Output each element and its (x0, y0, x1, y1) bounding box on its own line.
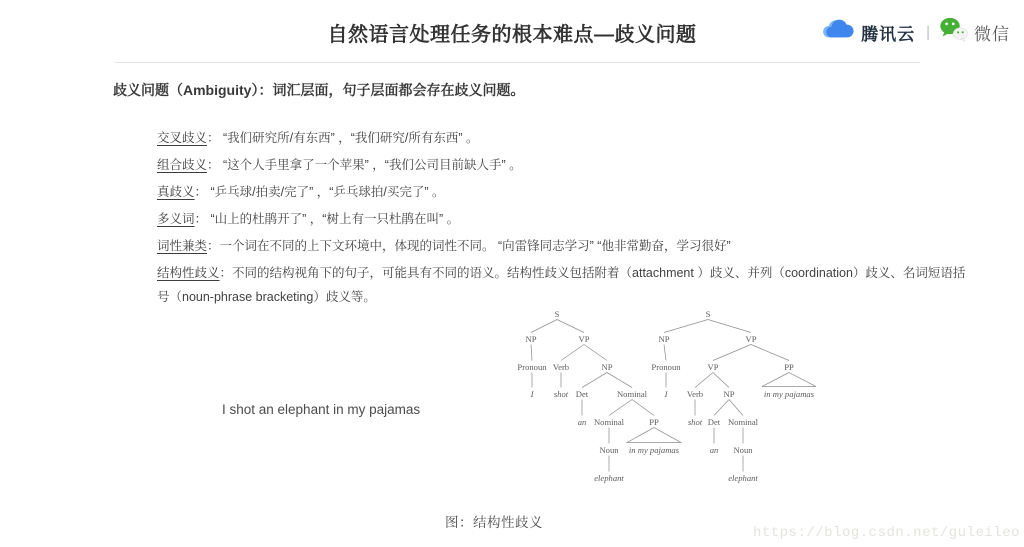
tree-node-label: S (554, 309, 560, 319)
section-heading (113, 80, 524, 100)
list-item (157, 126, 975, 150)
tree-node-label: S (705, 309, 711, 319)
watermark-url: https://blog.csdn.net/guleileo (752, 525, 1020, 541)
section-heading-term: 歧义问题（Ambiguity） (113, 82, 259, 98)
wechat-icon (939, 16, 969, 48)
tree-node-label: elephant (594, 473, 624, 483)
tree-node-label: an (577, 417, 587, 427)
figure-caption: 图：结构性歧义 (445, 515, 543, 530)
tree-node-label: elephant (728, 473, 758, 483)
ambiguity-text: ： “山上的杜鹃开了” ，“树上有一只杜鹃在叫” 。 (194, 212, 460, 226)
tree-node-label: NP (723, 389, 735, 399)
tree-node-label: Pronoun (517, 362, 547, 372)
tree-node-label: Det (707, 417, 721, 427)
tree-node-label: shot (687, 417, 703, 427)
tree-node-label: NP (525, 334, 537, 344)
tree-node-label: I (530, 389, 534, 399)
tree-node-label: Nominal (727, 417, 759, 427)
list-item (157, 153, 975, 177)
ambiguity-text: ：一个词在不同的上下文环境中，体现的词性不同。 “向雷锋同志学习” “他非常勤奋，学习很好” (207, 239, 731, 253)
tree-node-label: NP (658, 334, 670, 344)
ambiguity-term: 多义词 (157, 212, 195, 226)
tree-node-label: Det (575, 389, 589, 399)
tree-node-label: Nominal (616, 389, 648, 399)
ambiguity-term: 词性兼类 (157, 239, 208, 253)
tree-node-label: shot (553, 389, 569, 399)
ambiguity-text: ：不同的结构视角下的句子，可能具有不同的语义。结构性歧义包括附着（attachment ）歧义、并列（coordination）歧义、名词短语括号（noun-phrase bracketing）歧义等。 (157, 266, 966, 304)
example-sentence: I shot an elephant in my pajamas (222, 402, 421, 417)
list-item (157, 180, 975, 204)
tree-node-label: PP (784, 362, 794, 372)
parse-tree-np-attachment (517, 309, 681, 483)
brand-bar (822, 16, 1010, 48)
list-item (157, 207, 975, 231)
list-item (157, 234, 975, 258)
section-heading-rest: ：词汇层面，句子层面都会存在歧义问题。 (258, 82, 525, 98)
tree-node-label: NP (601, 362, 613, 372)
tree-node-label: an (709, 445, 719, 455)
tree-node-label: VP (578, 334, 590, 344)
tree-node-label: Noun (733, 445, 753, 455)
tree-node-label: I (664, 389, 668, 399)
tencent-cloud-label: 腾讯云 (861, 24, 916, 44)
tree-node-label: VP (745, 334, 757, 344)
tree-node-label: Pronoun (651, 362, 681, 372)
tencent-cloud-icon (822, 18, 856, 47)
header-divider (115, 62, 920, 63)
wechat-label: 微信 (974, 24, 1010, 44)
ambiguity-list (157, 126, 975, 312)
ambiguity-term: 真歧义 (157, 185, 195, 199)
ambiguity-text: ： “我们研究所/有东西” ，“我们研究/所有东西” 。 (207, 131, 479, 145)
slide-title: 自然语言处理任务的根本难点—歧义问题 (327, 24, 697, 46)
ambiguity-term: 交叉歧义 (157, 131, 208, 145)
tree-node-label: VP (707, 362, 719, 372)
parse-tree-vp-attachment (651, 309, 816, 483)
tree-node-label: PP (649, 417, 659, 427)
parse-trees-svg (485, 303, 845, 495)
tree-node-label: in my pajamas (628, 445, 680, 455)
brand-separator: | (926, 23, 930, 41)
tree-node-label: Verb (552, 362, 570, 372)
ambiguity-term: 结构性歧义 (157, 266, 220, 280)
list-item (157, 261, 975, 309)
tree-node-label: Verb (686, 389, 704, 399)
ambiguity-term: 组合歧义 (157, 158, 208, 172)
tree-node-label: Noun (599, 445, 619, 455)
tree-node-label: in my pajamas (763, 389, 815, 399)
ambiguity-text: ： “乒乓球/拍卖/完了” ，“乒乓球拍/买完了” 。 (194, 185, 445, 199)
tree-node-label: Nominal (593, 417, 625, 427)
ambiguity-text: ： “这个人手里拿了一个苹果” ，“我们公司目前缺人手” 。 (207, 158, 522, 172)
